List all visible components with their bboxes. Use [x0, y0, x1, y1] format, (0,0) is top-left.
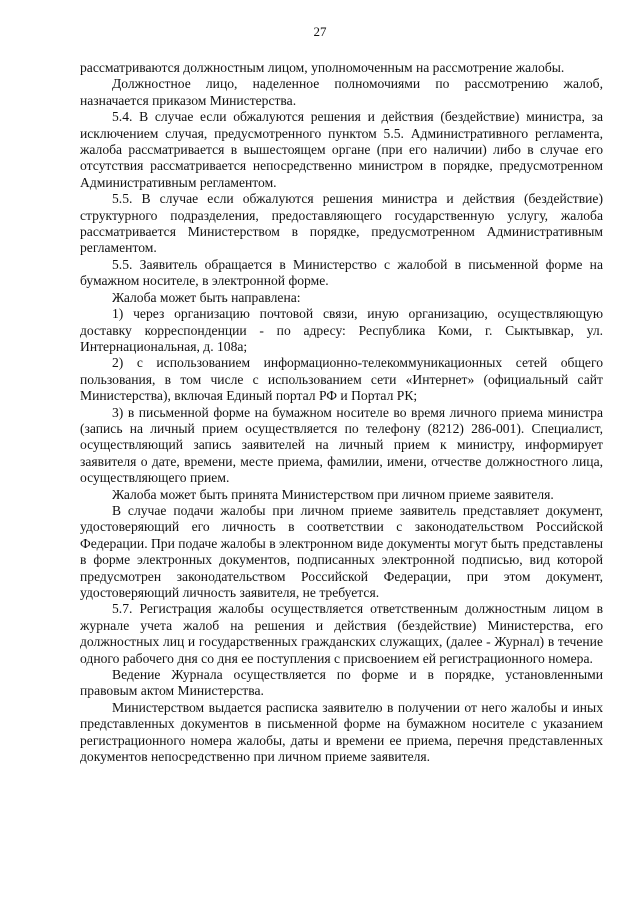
paragraph: 5.4. В случае если обжалуются решения и действия (бездействие) министра, за исключением случая, предусмотренного пунктом 5.5. Административного регламента, жалоба рассматривается в вышестоящем органе (при его наличии) либо в случае его отсутствия рассматривается непосредственно министром в порядке, предусмотренном Административным регламентом. — [80, 109, 603, 190]
paragraph: Жалоба может быть принята Министерством при личном приеме заявителя. — [112, 486, 554, 502]
page-number: 27 — [313, 24, 327, 39]
paragraph: Ведение Журнала осуществляется по форме и в порядке, установленными правовым актом Министерства. — [80, 667, 603, 699]
document-body — [80, 60, 603, 765]
paragraph: 1) через организацию почтовой связи, иную организацию, осуществляющую доставку корреспонденции - по адресу: Республика Коми, г. Сыктывкар, ул. Интернациональная, д. 108а; — [80, 306, 603, 354]
paragraph: 3) в письменной форме на бумажном носителе во время личного приема министра (запись на личный прием осуществляется по телефону (8212) 286-001). Специалист, осуществляющий запись заявителей на личный прием к министру, информирует заявителя о дате, времени, месте приема, фамилии, имени, отчестве должностного лица, осуществляющего прием. — [80, 404, 603, 486]
paragraph: 5.5. Заявитель обращается в Министерство с жалобой в письменной форме на бумажном носителе, в электронной форме. — [80, 256, 603, 289]
paragraph: Министерством выдается расписка заявителю в получении от него жалобы и иных представленных документов в письменной форме на бумажном носителе с указанием регистрационного номера жалобы, даты и времени ее приема, перечня представленных документов непосредственно при личном приеме заявителя. — [80, 699, 603, 765]
paragraph: 5.7. Регистрация жалобы осуществляется ответственным должностным лицом в журнале учета жалоб на решения и действия (бездействие) Министерства, его должностных лиц и государственных гражданских служащих, (далее - Журнал) в течение одного рабочего дня со дня ее поступления с присвоением ей регистрационного номера. — [80, 601, 603, 666]
paragraph: Жалоба может быть направлена: — [112, 289, 301, 305]
paragraph: Должностное лицо, наделенное полномочиями по рассмотрению жалоб, назначается приказом Министерства. — [80, 76, 603, 108]
paragraph: В случае подачи жалобы при личном приеме заявитель представляет документ, удостоверяющий его личность в соответствии с законодательством Российской Федерации. При подаче жалобы в электронном виде документы могут быть представлены в форме электронных документов, подписанных электронной подписью, вид которой предусмотрен законодательством Российской Федерации, при этом документ, удостоверяющий личность заявителя, не требуется. — [80, 502, 603, 600]
paragraph: рассматриваются должностным лицом, уполномоченным на рассмотрение жалобы. — [80, 60, 565, 75]
paragraph: 2) с использованием информационно-телекоммуникационных сетей общего пользования, в том числе с использованием сети «Интернет» (официальный сайт Министерства), включая Единый портал РФ и Портал РК; — [80, 355, 603, 404]
paragraph: 5.5. В случае если обжалуются решения министра и действия (бездействие) структурного подразделения, предоставляющего государственную услугу, жалоба рассматривается Министерством в порядке, предусмотренном Административным регламентом. — [80, 191, 603, 256]
